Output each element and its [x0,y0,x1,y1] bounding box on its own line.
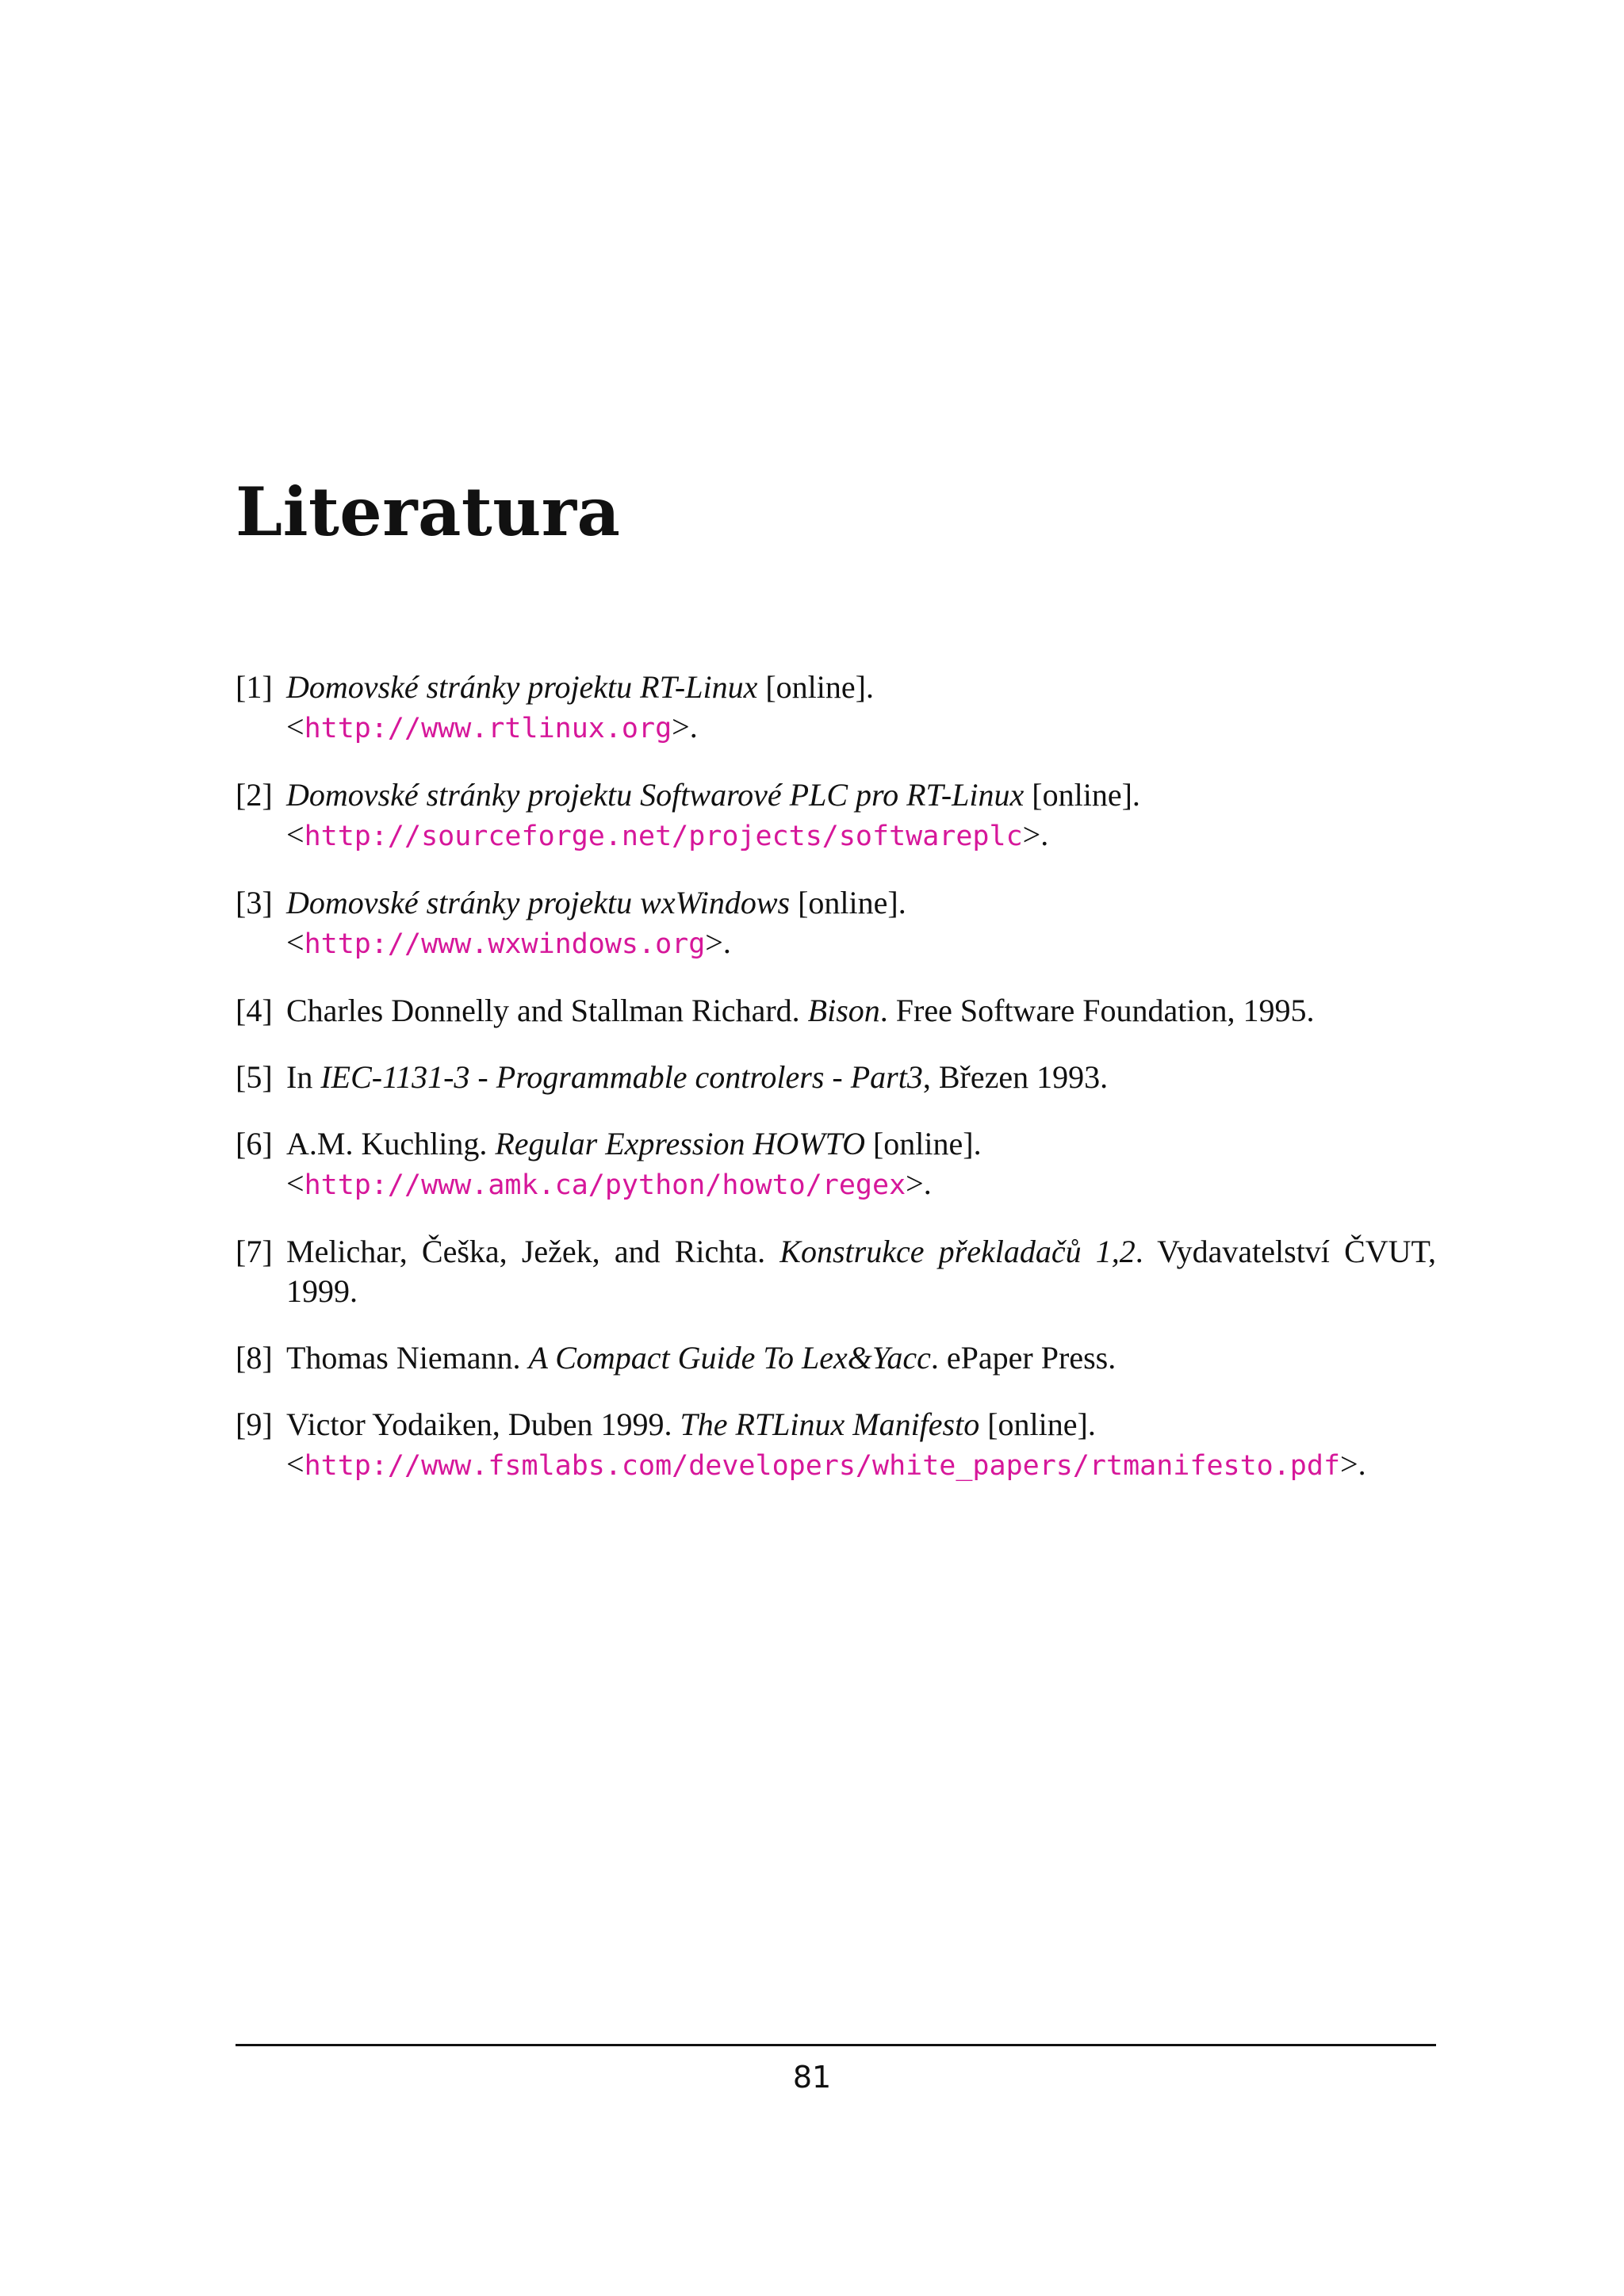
reference-suffix: [online]. [979,1406,1096,1442]
reference-7 [236,1232,1436,1311]
url-open-bracket: < [286,1446,304,1482]
reference-title: The RTLinux Manifesto [680,1406,980,1442]
reference-url-line [286,815,1436,856]
reference-url-link[interactable]: http://www.wxwindows.org [304,928,706,960]
reference-number: [9] [236,1406,273,1442]
reference-url-link[interactable]: http://www.amk.ca/python/howto/regex [304,1169,906,1201]
reference-number: [2] [236,777,273,813]
reference-text [286,1232,1436,1311]
reference-title: A Compact Guide To Lex&Yacc [528,1340,931,1376]
bibliography-list [236,668,1436,1513]
reference-2 [236,775,1436,856]
footer-divider [236,2044,1436,2046]
reference-authors: Melichar, Češka, Ježek, and Richta. [286,1234,780,1269]
reference-5 [236,1058,1436,1097]
reference-suffix: . Free Software Foundation, 1995. [879,993,1315,1028]
reference-number: [5] [236,1059,273,1095]
reference-title: Domovské stránky projektu wxWindows [286,885,791,920]
reference-suffix: [online]. [790,885,906,920]
reference-url-line [286,1164,1436,1205]
reference-authors: Thomas Niemann. [286,1340,529,1376]
page-title: Literatura [236,473,621,551]
url-open-bracket: < [286,1165,304,1201]
url-open-bracket: < [286,709,304,744]
reference-3 [236,883,1436,964]
reference-url-link[interactable]: http://www.rtlinux.org [304,713,672,744]
reference-url-line [286,707,1436,748]
reference-url-link[interactable]: http://www.fsmlabs.com/developers/white_papers/rtmanifesto.pdf [304,1450,1341,1482]
reference-suffix: . Vydavatelství ČVUT, 1999. [286,1234,1436,1309]
reference-authors: Victor Yodaiken, Duben 1999. [286,1406,680,1442]
reference-number: [6] [236,1126,273,1161]
reference-title: Konstrukce překladačů 1,2 [779,1234,1136,1269]
url-open-bracket: < [286,924,304,960]
reference-title: IEC-1131-3 - Programmable controlers - Part3 [320,1059,923,1095]
url-close-bracket: >. [1022,817,1049,852]
reference-url-line [286,1445,1436,1486]
reference-suffix: . ePaper Press. [930,1340,1116,1376]
reference-suffix: [online]. [864,1126,982,1161]
page-number: 81 [792,2060,832,2095]
url-close-bracket: >. [705,924,731,960]
url-close-bracket: >. [1340,1446,1366,1482]
reference-authors: A.M. Kuchling. [286,1126,496,1161]
reference-text [286,883,1436,964]
reference-text [286,1124,1436,1205]
reference-text [286,1338,1436,1378]
reference-title: Domovské stránky projektu Softwarové PLC pro RT-Linux [286,777,1025,813]
reference-number: [8] [236,1340,273,1376]
reference-number: [7] [236,1234,273,1269]
reference-8 [236,1338,1436,1378]
url-close-bracket: >. [672,709,698,744]
reference-text [286,775,1436,856]
reference-text [286,668,1436,748]
reference-6 [236,1124,1436,1205]
reference-title: Bison [807,993,880,1028]
reference-number: [3] [236,885,273,920]
reference-authors: Charles Donnelly and Stallman Richard. [286,993,808,1028]
reference-text [286,1058,1436,1097]
reference-title: Domovské stránky projektu RT-Linux [286,669,758,705]
reference-url-link[interactable]: http://sourceforge.net/projects/softwareplc [304,821,1023,852]
reference-number: [4] [236,993,273,1028]
reference-prefix: In [286,1059,321,1095]
reference-number: [1] [236,669,273,705]
url-close-bracket: >. [906,1165,932,1201]
reference-suffix: [online]. [1024,777,1140,813]
reference-text [286,991,1436,1031]
reference-9 [236,1405,1436,1486]
reference-text [286,1405,1436,1486]
reference-suffix: [online]. [757,669,874,705]
reference-4 [236,991,1436,1031]
url-open-bracket: < [286,817,304,852]
reference-1 [236,668,1436,748]
reference-url-line [286,923,1436,964]
reference-title: Regular Expression HOWTO [495,1126,865,1161]
reference-suffix: , Březen 1993. [922,1059,1109,1095]
